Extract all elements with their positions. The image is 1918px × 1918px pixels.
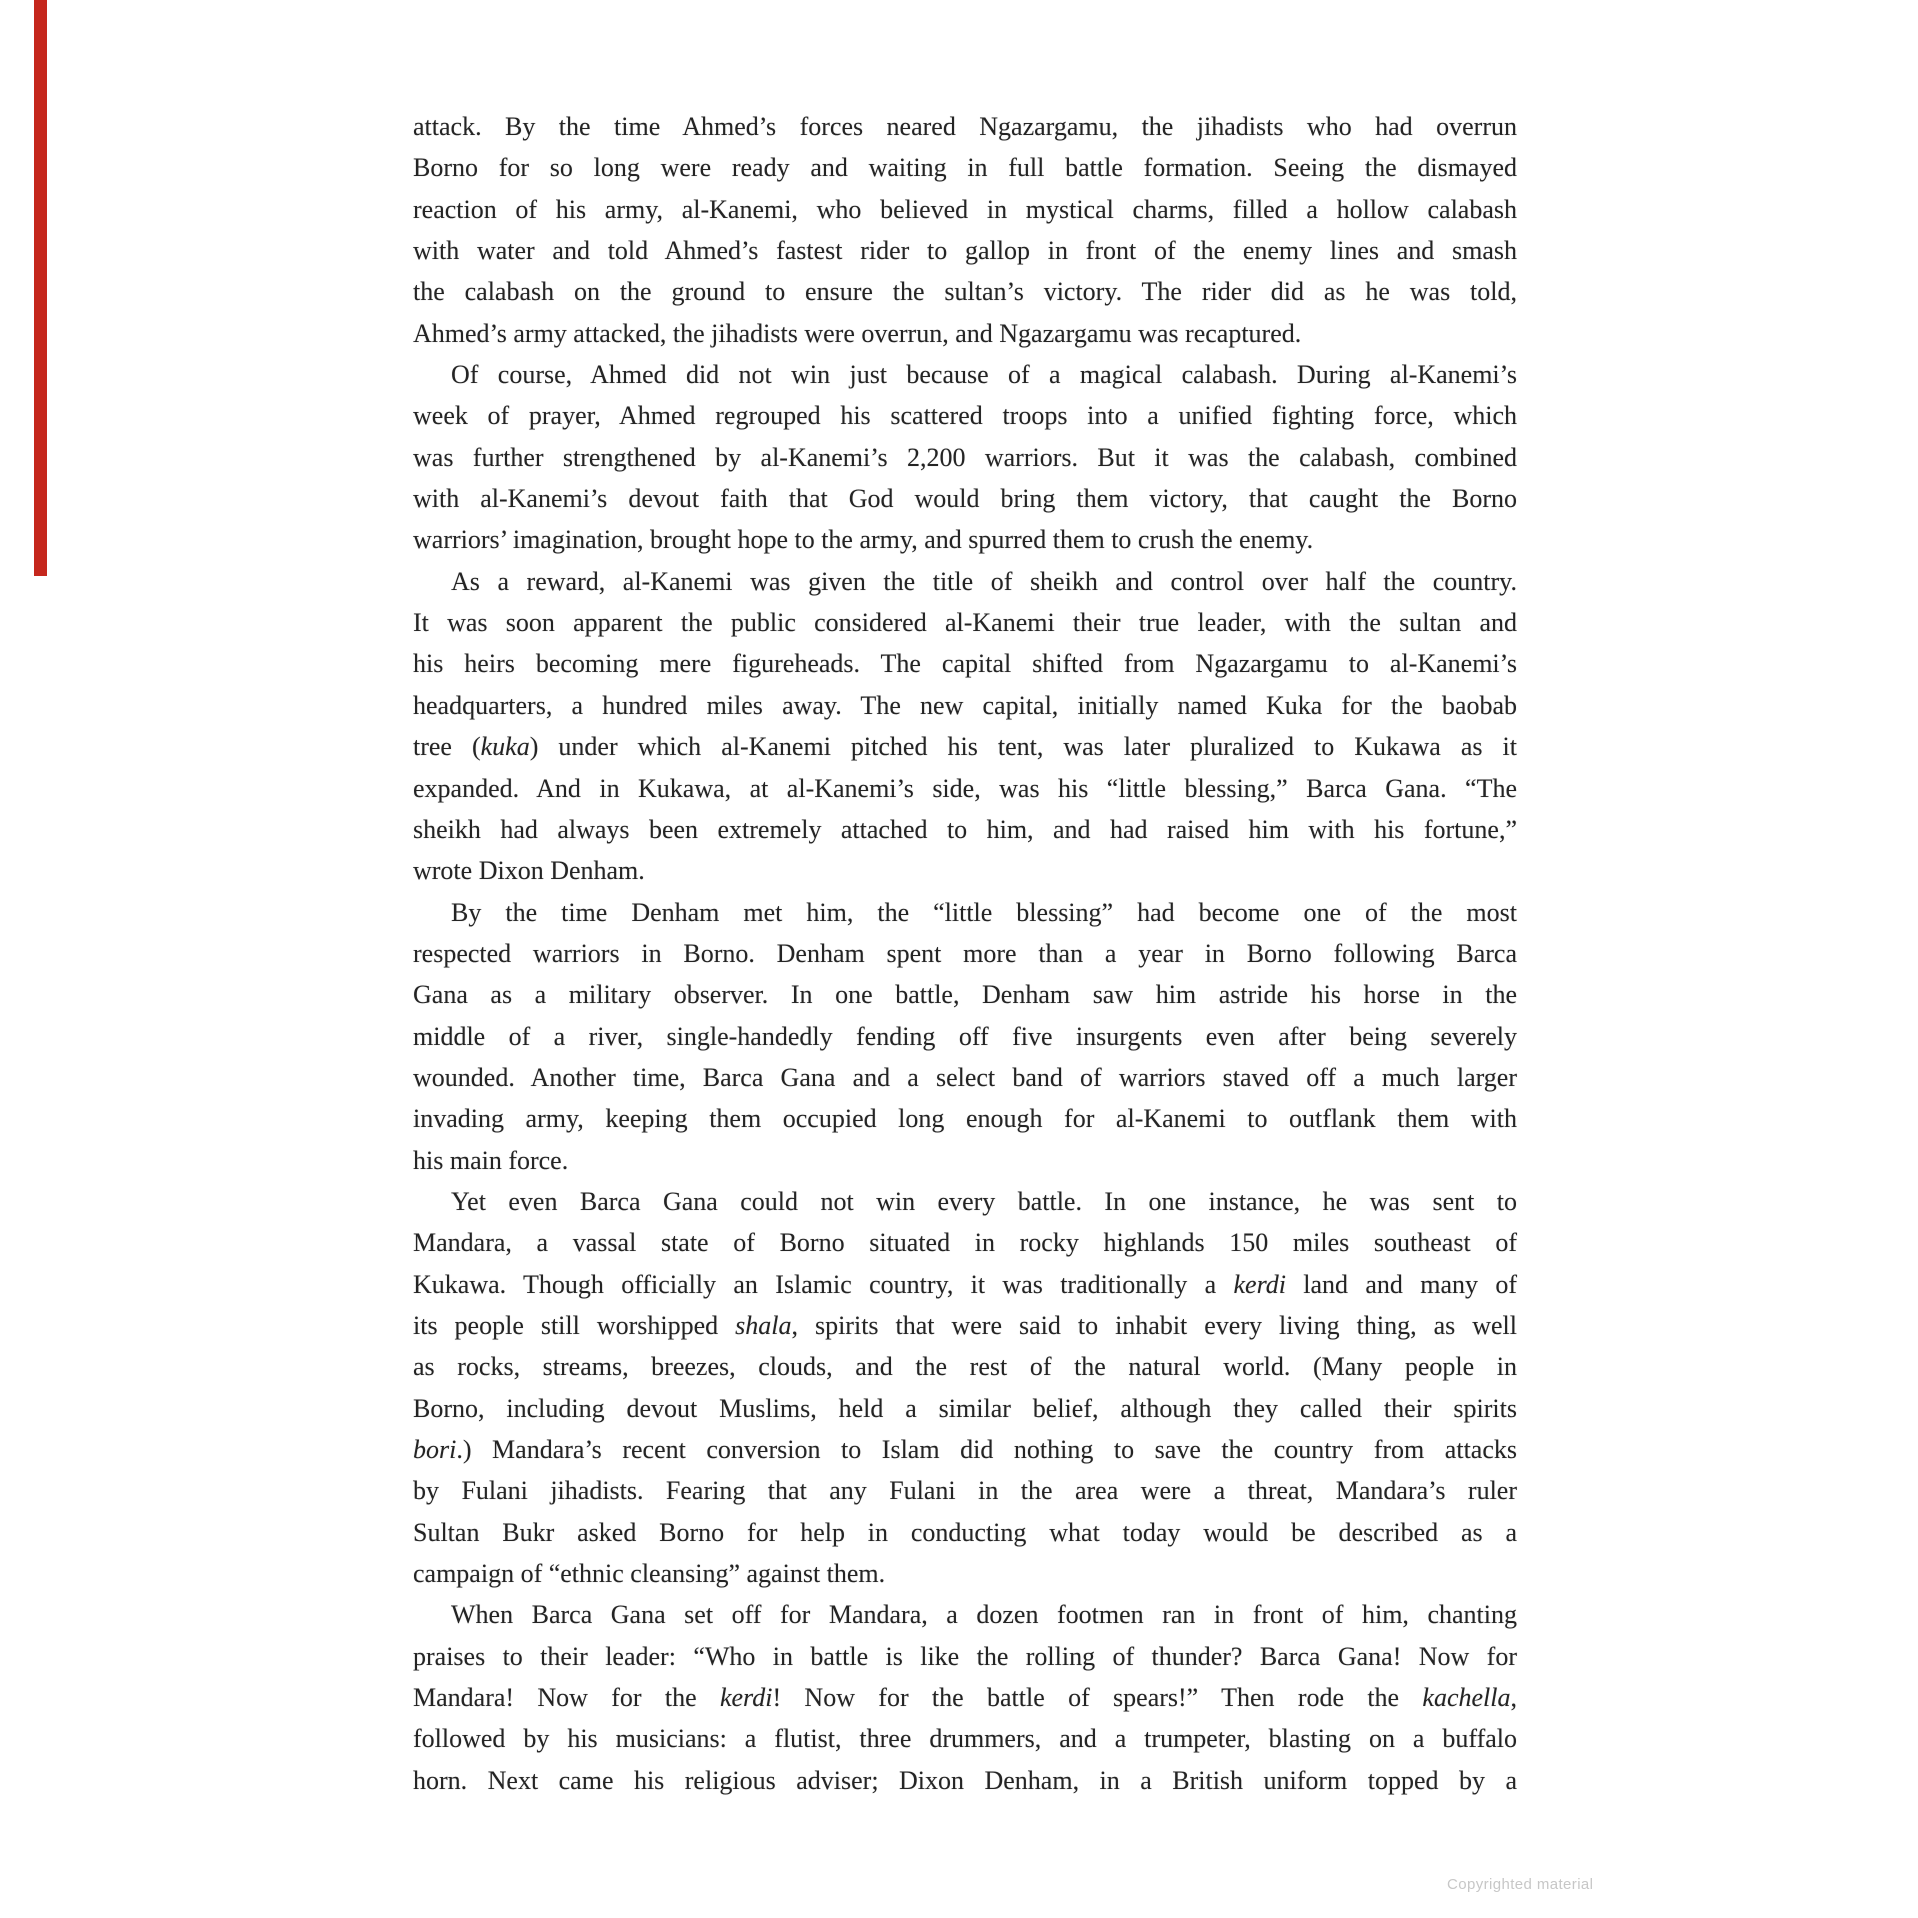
text-line: wrote Dixon Denham. [413,856,645,886]
paragraph [413,892,1517,1181]
paragraph [413,561,1517,892]
text-line: It was soon apparent the public considered al-Kanemi their true leader, with the sultan and [413,608,1517,638]
text-line: his main force. [413,1145,569,1175]
text-line: As a reward, al-Kanemi was given the title of sheikh and control over half the country. [451,566,1517,596]
text-line: tree (kuka) under which al-Kanemi pitched his tent, was later pluralized to Kukawa as it [413,732,1517,762]
paragraph [413,1594,1517,1801]
text-line: sheikh had always been extremely attached to him, and had raised him with his fortune,” [413,814,1517,844]
text-line: Ahmed’s army attacked, the jihadists were overrun, and Ngazargamu was recaptured. [413,318,1302,348]
text-line: By the time Denham met him, the “little blessing” had become one of the most [451,897,1517,927]
text-line: Mandara, a vassal state of Borno situated in rocky highlands 150 miles southeast of [413,1228,1517,1258]
text-line: warriors’ imagination, brought hope to the army, and spurred them to crush the enemy. [413,525,1314,555]
text-line: followed by his musicians: a flutist, three drummers, and a trumpeter, blasting on a buffalo [413,1724,1517,1754]
paragraph [413,106,1517,354]
text-line: invading army, keeping them occupied long enough for al-Kanemi to outflank them with [413,1104,1517,1134]
text-line: Of course, Ahmed did not win just because of a magical calabash. During al-Kanemi’s [451,360,1517,390]
text-line: Mandara! Now for the kerdi! Now for the battle of spears!” Then rode the kachella, [413,1683,1517,1713]
text-line: his heirs becoming mere figureheads. The capital shifted from Ngazargamu to al-Kanemi’s [413,649,1517,679]
text-line: horn. Next came his religious adviser; Dixon Denham, in a British uniform topped by a [413,1765,1517,1795]
text-line: bori.) Mandara’s recent conversion to Islam did nothing to save the country from attacks [413,1435,1517,1464]
text-line: with water and told Ahmed’s fastest rider to gallop in front of the enemy lines and smash [413,236,1517,266]
text-line: wounded. Another time, Barca Gana and a select band of warriors staved off a much larger [413,1062,1517,1092]
text-line: respected warriors in Borno. Denham spent more than a year in Borno following Barca [413,938,1517,968]
text-line: Borno for so long were ready and waiting in full battle formation. Seeing the dismayed [413,153,1517,183]
text-line: Kukawa. Though officially an Islamic country, it was traditionally a kerdi land and many of [413,1269,1518,1299]
copyright-watermark: Copyrighted material [1447,1876,1594,1893]
text-line: its people still worshipped shala, spirits that were said to inhabit every living thing, as well [413,1310,1517,1340]
text-line: headquarters, a hundred miles away. The new capital, initially named Kuka for the baobab [413,690,1517,720]
text-line: Yet even Barca Gana could not win every battle. In one instance, he was sent to [451,1186,1517,1216]
text-line: praises to their leader: “Who in battle is like the rolling of thunder? Barca Gana! Now for [413,1641,1517,1671]
text-line: Borno, including devout Muslims, held a similar belief, although they called their spirits [413,1393,1517,1423]
text-line: expanded. And in Kukawa, at al-Kanemi’s side, was his “little blessing,” Barca Gana. “The [413,773,1517,803]
book-edge-stripe [34,0,47,576]
text-line: was further strengthened by al-Kanemi’s 2,200 warriors. But it was the calabash, combined [413,442,1517,472]
text-line: as rocks, streams, breezes, clouds, and the rest of the natural world. (Many people in [413,1352,1517,1382]
text-line: reaction of his army, al-Kanemi, who believed in mystical charms, filled a hollow calabash [413,194,1517,224]
text-line: Gana as a military observer. In one battle, Denham saw him astride his horse in the [413,980,1517,1010]
text-line: attack. By the time Ahmed’s forces neared Ngazargamu, the jihadists who had overrun [413,112,1517,141]
text-line: by Fulani jihadists. Fearing that any Fulani in the area were a threat, Mandara’s ruler [413,1476,1517,1506]
text-line: with al-Kanemi’s devout faith that God would bring them victory, that caught the Borno [413,484,1517,514]
paragraph [413,354,1517,561]
page-text [413,106,1517,1801]
text-line: the calabash on the ground to ensure the sultan’s victory. The rider did as he was told, [413,277,1517,307]
text-line: week of prayer, Ahmed regrouped his scattered troops into a unified fighting force, which [413,401,1517,431]
paragraph [413,1181,1517,1594]
text-line: When Barca Gana set off for Mandara, a dozen footmen ran in front of him, chanting [451,1600,1517,1630]
text-line: campaign of “ethnic cleansing” against them. [413,1559,886,1589]
text-line: Sultan Bukr asked Borno for help in conducting what today would be described as a [413,1517,1517,1547]
text-line: middle of a river, single-handedly fending off five insurgents even after being severely [413,1021,1517,1051]
